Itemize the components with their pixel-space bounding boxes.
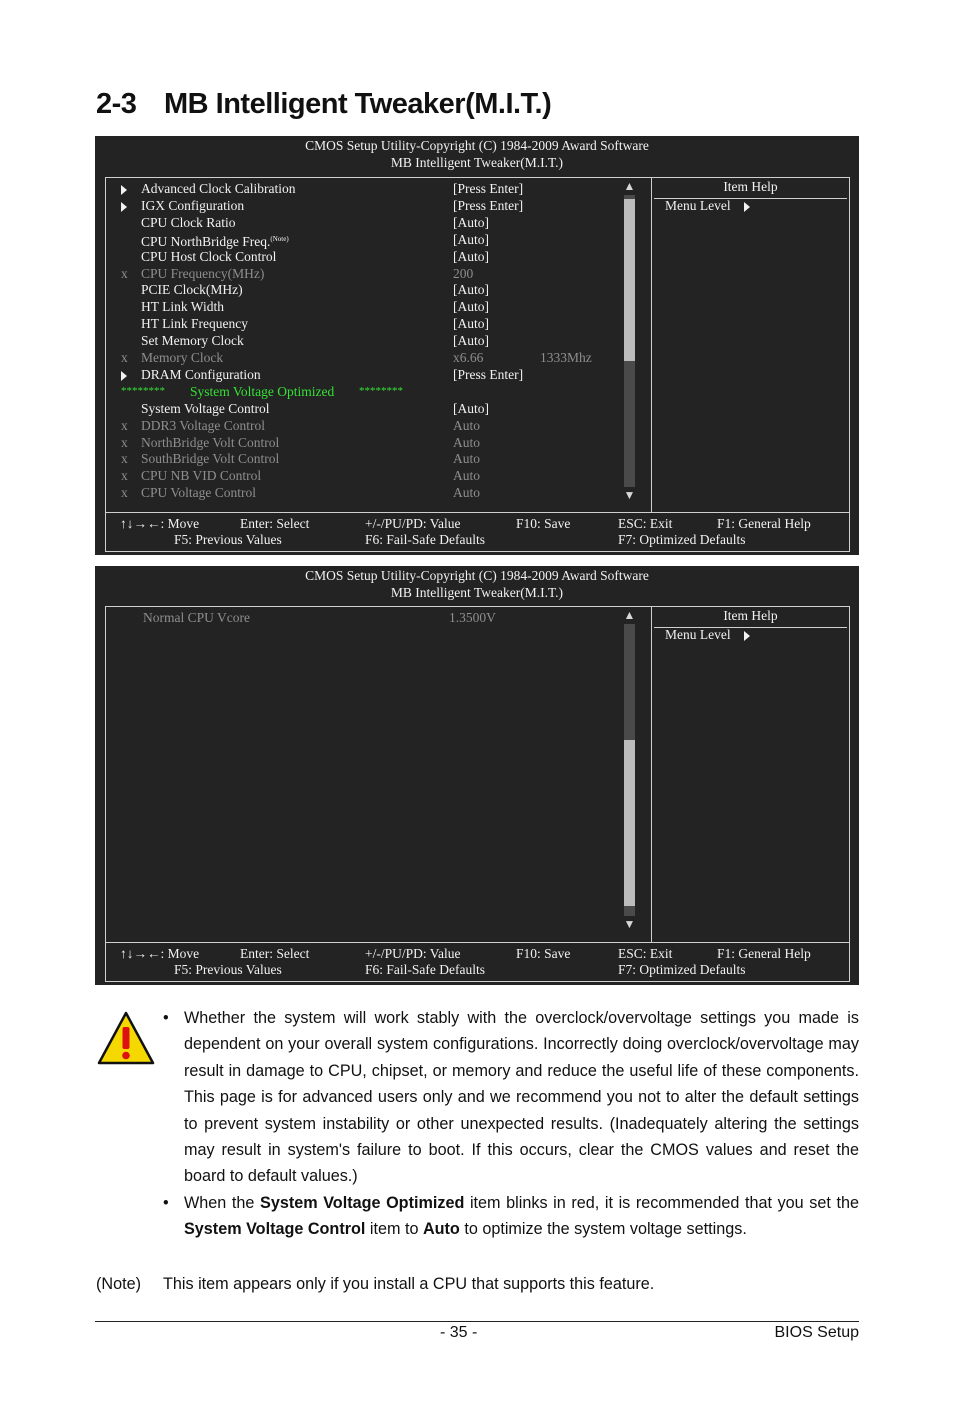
menu-item[interactable] xyxy=(106,231,621,248)
disabled-mark: x xyxy=(121,468,128,484)
key-f7: F7: Optimized Defaults xyxy=(618,962,746,977)
menu-item-label: CPU Clock Ratio xyxy=(141,214,236,230)
menu-item xyxy=(106,265,621,282)
menu-item-label: CPU Frequency(MHz) xyxy=(141,265,265,281)
scroll-thumb[interactable] xyxy=(624,740,635,906)
menu-item-label: PCIE Clock(MHz) xyxy=(141,282,243,298)
menu-item-label: CPU Host Clock Control xyxy=(141,248,277,264)
bullet-text: Whether the system will work stably with the overclock/overvoltage settings you made is dependent on your overall system configurations. Incorrectly doing overclock/overvoltage may result in damage to CPU, chipset, or memory and reduce the useful life of these components. This page is for advanced users only and we recommend you not to alter the default settings to prevent system instability or other unexpected results. (Inadequately altering the settings may result in system's failure to boot. If this occurs, clear the CMOS values and reset the board to default values.) xyxy=(184,1009,859,1186)
bullet-voltage-optimized xyxy=(163,1190,859,1243)
menu-item-label: SouthBridge Volt Control xyxy=(141,451,280,467)
footnote-text: This item appears only if you install a CPU that supports this feature. xyxy=(163,1275,655,1293)
menu-item-label: HT Link Frequency xyxy=(141,316,248,332)
key-enter: Enter: Select xyxy=(240,946,310,961)
bios-menu xyxy=(106,178,651,513)
note-mark: (Note) xyxy=(270,234,289,243)
item-help-panel xyxy=(651,607,849,943)
menu-item-value: [Auto] xyxy=(453,400,489,416)
menu-item-label: System Voltage Optimized xyxy=(190,383,335,399)
key-esc: ESC: Exit xyxy=(618,946,673,961)
menu-item-value: x6.66 xyxy=(453,350,484,365)
key-f7: F7: Optimized Defaults xyxy=(618,532,746,547)
footnote-label: (Note) xyxy=(96,1275,141,1293)
key-value: +/-/PU/PD: Value xyxy=(365,516,461,531)
menu-item-label: IGX Configuration xyxy=(141,197,245,213)
menu-item-label: DRAM Configuration xyxy=(141,366,261,382)
bullet-bold-text: System Voltage Optimized xyxy=(260,1193,465,1212)
menu-item-value: [Auto] xyxy=(453,231,489,247)
menu-item-label: CPU NB VID Control xyxy=(141,468,262,484)
section-title: MB Intelligent Tweaker(M.I.T.) xyxy=(164,88,552,120)
disabled-mark: x xyxy=(121,434,128,450)
menu-item[interactable] xyxy=(106,332,621,349)
bios-frame xyxy=(105,177,850,552)
bullet-dot: • xyxy=(163,1193,169,1212)
menu-level-label: Menu Level xyxy=(665,198,731,213)
menu-item[interactable] xyxy=(106,214,621,231)
scroll-thumb[interactable] xyxy=(624,199,635,361)
scroll-down-icon[interactable]: ▼ xyxy=(623,917,636,931)
menu-item-label: Set Memory Clock xyxy=(141,333,244,349)
key-move: ↑↓→←: Move xyxy=(120,516,200,531)
menu-item-label: DDR3 Voltage Control xyxy=(141,417,266,433)
menu-item-label: System Voltage Control xyxy=(141,400,270,416)
menu-item[interactable] xyxy=(106,315,621,332)
bios-copyright: CMOS Setup Utility-Copyright (C) 1984-2009 Award Software xyxy=(305,138,649,153)
menu-item xyxy=(106,450,621,467)
submenu-arrow-icon xyxy=(121,197,133,214)
page-number: - 35 - xyxy=(440,1324,478,1341)
footer-divider xyxy=(95,1321,859,1322)
menu-item-value: Auto xyxy=(453,417,480,433)
menu-level-arrow-icon xyxy=(744,631,750,641)
bullet-dot: • xyxy=(163,1009,169,1027)
warning-icon xyxy=(96,1010,156,1066)
menu-item-value: Auto xyxy=(453,451,480,467)
bios-frame xyxy=(105,606,850,982)
bullet-bold-text: Auto xyxy=(422,1220,460,1239)
bullet-overclock-warning xyxy=(163,1005,859,1190)
menu-item-label: HT Link Width xyxy=(141,299,224,315)
warning-notes xyxy=(163,1005,859,1243)
key-f1: F1: General Help xyxy=(717,946,811,961)
menu-item[interactable] xyxy=(106,197,621,214)
bios-header xyxy=(95,136,859,171)
menu-item-value: Auto xyxy=(453,485,480,501)
menu-item-value: 1.3500V xyxy=(449,610,496,625)
key-f5: F5: Previous Values xyxy=(174,962,282,977)
menu-item-value: 200 xyxy=(453,265,474,281)
submenu-arrow-icon xyxy=(121,366,133,383)
disabled-mark: x xyxy=(121,417,128,433)
menu-item-value: [Auto] xyxy=(453,214,489,230)
menu-item xyxy=(106,484,621,501)
menu-item xyxy=(106,609,621,626)
stars-left: ******** xyxy=(121,384,165,397)
menu-item-value: Auto xyxy=(453,468,480,484)
menu-item[interactable] xyxy=(106,366,621,383)
menu-item-value: [Press Enter] xyxy=(453,181,524,196)
bios-page-title: MB Intelligent Tweaker(M.I.T.) xyxy=(390,585,564,600)
stars-right: ******** xyxy=(359,384,403,397)
menu-level xyxy=(665,627,750,643)
bios-screen-2 xyxy=(95,566,859,985)
bios-screen-1 xyxy=(95,136,859,555)
bullet-bold-text: System Voltage Control xyxy=(184,1220,366,1239)
disabled-mark: x xyxy=(121,451,128,467)
bios-key-legend xyxy=(106,942,849,981)
submenu-arrow-icon xyxy=(121,180,133,197)
key-save: F10: Save xyxy=(516,516,571,531)
item-help-panel xyxy=(651,178,849,513)
menu-item-label: CPU Voltage Control xyxy=(141,485,257,501)
menu-item-value-secondary: 1333Mhz xyxy=(540,350,592,365)
item-help-title: Item Help xyxy=(654,609,847,628)
key-move: ↑↓→←: Move xyxy=(120,946,200,961)
menu-item[interactable] xyxy=(106,281,621,298)
key-value: +/-/PU/PD: Value xyxy=(365,946,461,961)
bullet-text: item to xyxy=(365,1220,423,1239)
menu-level xyxy=(665,198,750,214)
menu-item[interactable] xyxy=(106,298,621,315)
menu-item[interactable] xyxy=(106,180,621,197)
bios-key-legend xyxy=(106,512,849,551)
menu-level-arrow-icon xyxy=(744,202,750,212)
key-f1: F1: General Help xyxy=(717,516,811,531)
section-number: 2-3 xyxy=(96,88,137,120)
key-f6: F6: Fail-Safe Defaults xyxy=(365,962,485,977)
key-save: F10: Save xyxy=(516,946,571,961)
page-title xyxy=(96,88,551,121)
key-f6: F6: Fail-Safe Defaults xyxy=(365,532,485,547)
menu-level-label: Menu Level xyxy=(665,627,731,642)
menu-item-label: NorthBridge Volt Control xyxy=(141,434,280,450)
bullet-text: to optimize the system voltage settings. xyxy=(459,1220,747,1239)
menu-item-value: [Auto] xyxy=(453,333,489,349)
scrollbar[interactable] xyxy=(623,609,636,931)
menu-item xyxy=(106,434,621,451)
scrollbar[interactable] xyxy=(623,180,636,502)
menu-item-label: Advanced Clock Calibration xyxy=(141,181,296,196)
menu-item-label: Memory Clock xyxy=(141,350,224,365)
menu-item[interactable] xyxy=(106,248,621,265)
bios-header xyxy=(95,566,859,601)
menu-item-value: [Press Enter] xyxy=(453,366,524,382)
menu-item-label: CPU NorthBridge Freq.$^{(Note)}$ xyxy=(141,233,289,249)
bullet-text: item blinks in red, it is recommended that you set the xyxy=(464,1193,859,1212)
menu-item-value: [Auto] xyxy=(453,299,489,315)
item-help-title: Item Help xyxy=(654,180,847,199)
bios-page-title: MB Intelligent Tweaker(M.I.T.) xyxy=(390,155,564,170)
menu-item xyxy=(106,417,621,434)
bullet-text: When the xyxy=(184,1193,261,1212)
menu-item-value: [Auto] xyxy=(453,282,489,298)
menu-item[interactable] xyxy=(106,400,621,417)
bios-copyright: CMOS Setup Utility-Copyright (C) 1984-2009 Award Software xyxy=(305,568,649,583)
bios-menu xyxy=(106,607,651,943)
scroll-up-icon[interactable]: ▲ xyxy=(623,608,636,622)
menu-item-value: [Auto] xyxy=(453,248,489,264)
menu-item-label: Normal CPU Vcore xyxy=(143,610,250,625)
scroll-down-icon[interactable]: ▼ xyxy=(623,488,636,502)
footer-section: BIOS Setup xyxy=(774,1324,859,1341)
disabled-mark: x xyxy=(121,485,128,501)
key-f5: F5: Previous Values xyxy=(174,532,282,547)
menu-item xyxy=(106,383,621,400)
menu-item-value: [Auto] xyxy=(453,316,489,332)
key-enter: Enter: Select xyxy=(240,516,310,531)
menu-item xyxy=(106,349,621,366)
menu-item xyxy=(106,467,621,484)
key-esc: ESC: Exit xyxy=(618,516,673,531)
disabled-mark: x xyxy=(121,350,128,365)
disabled-mark: x xyxy=(121,265,128,281)
scroll-up-icon[interactable]: ▲ xyxy=(623,179,636,193)
menu-item-value: [Press Enter] xyxy=(453,197,524,213)
menu-item-value: Auto xyxy=(453,434,480,450)
